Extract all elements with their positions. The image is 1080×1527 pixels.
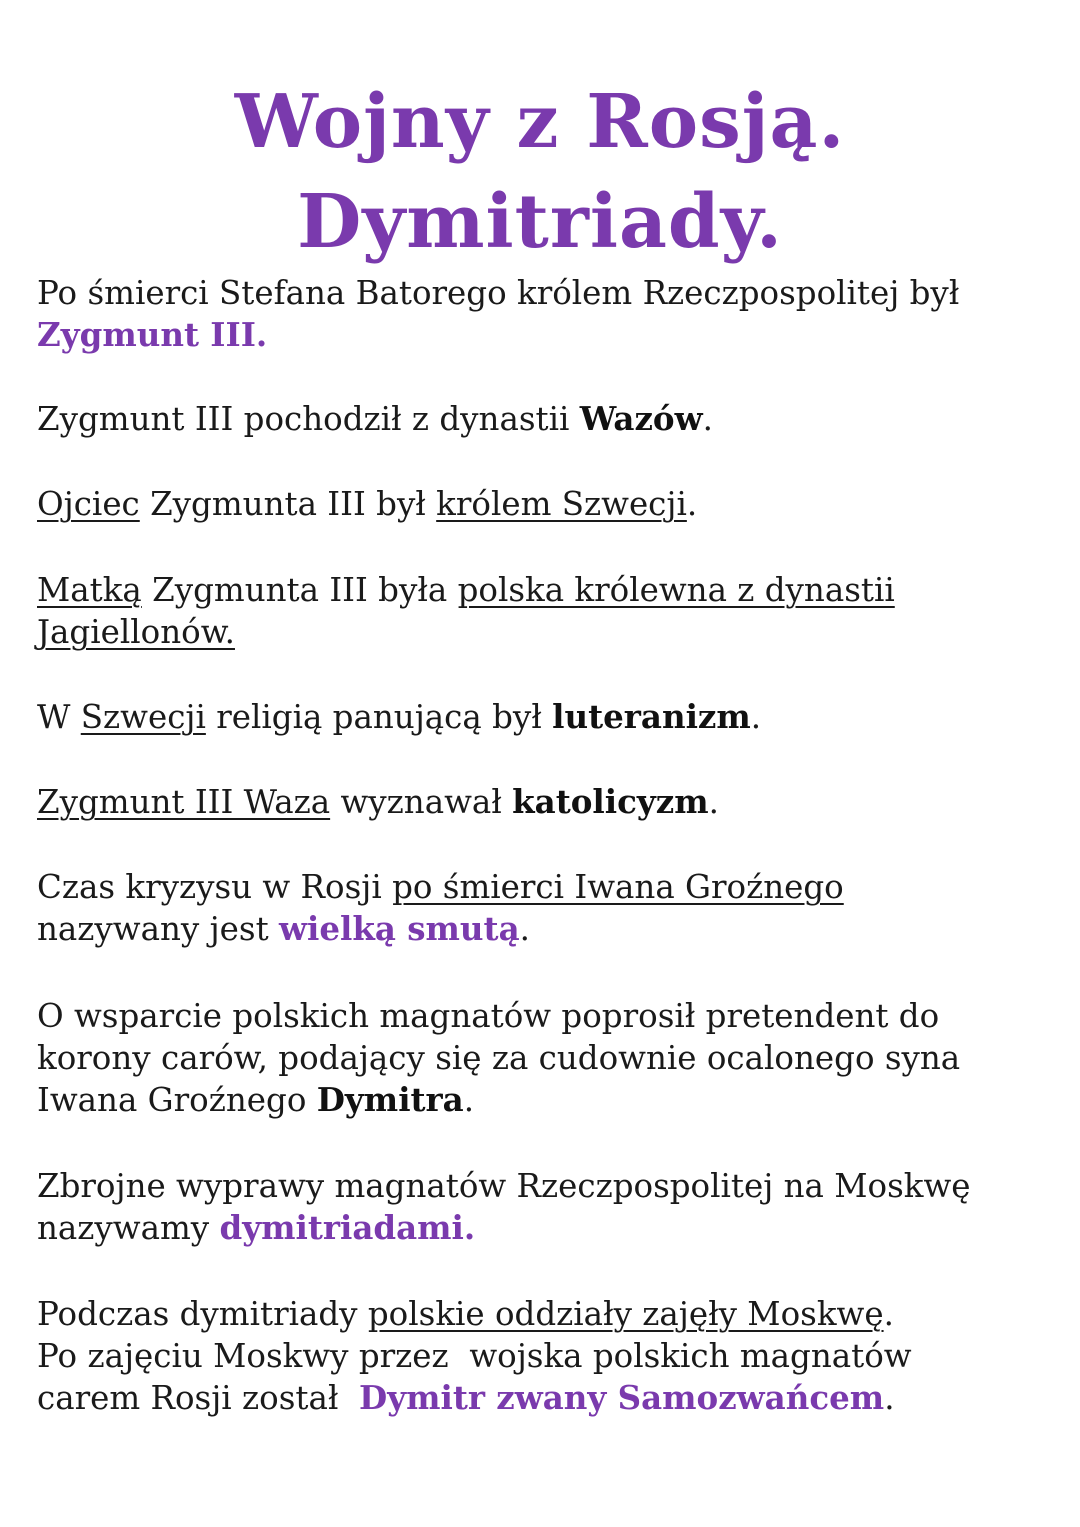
- text-span: W: [37, 698, 81, 736]
- underline-zygmunt-iii-waza: Zygmunt III Waza: [37, 783, 331, 821]
- bold-luteranizm: luteranizm: [552, 697, 751, 736]
- highlight-zygmunt-iii: Zygmunt III.: [37, 315, 268, 354]
- text-span: Zygmunt III pochodził z dynastii: [37, 400, 580, 438]
- underline-ojciec: Ojciec: [37, 485, 140, 523]
- text-span: .: [463, 1081, 475, 1119]
- highlight-dymitriadami: dymitriadami.: [219, 1208, 476, 1247]
- text-line: korony carów, podający się za cudownie ocalonego syna: [37, 1039, 961, 1077]
- paragraph-sweden-religion: [37, 696, 1047, 738]
- underline-oddzialy-zajely: polskie oddziały zajęły Moskwę: [367, 1295, 884, 1333]
- text-span: .: [686, 485, 698, 523]
- text-span: wyznawał: [330, 783, 513, 821]
- bold-dymitra: Dymitra: [316, 1080, 464, 1119]
- bold-katolicyzm: katolicyzm: [512, 782, 709, 821]
- text-span: .: [702, 400, 713, 438]
- paragraph-dynasty: [37, 398, 1047, 440]
- text-span: carem Rosji został: [37, 1379, 360, 1417]
- page-title-line-1: Wojny z Rosją.: [234, 79, 846, 165]
- paragraph-zygmunt-king: [37, 272, 1047, 356]
- underline-matka: Matką: [37, 571, 142, 609]
- text-line: O wsparcie polskich magnatów poprosił pretendent do: [37, 997, 940, 1035]
- text-span: Zygmunta III była: [141, 571, 458, 609]
- paragraph-zygmunt-religion: [37, 781, 1047, 823]
- paragraph-father: [37, 483, 1047, 525]
- text-span: nazywany jest: [37, 910, 279, 948]
- text-span: Podczas dymitriady: [37, 1295, 368, 1333]
- text-span: Zygmunta III był: [139, 485, 437, 523]
- underline-krolem-szwecji: królem Szwecji: [436, 485, 687, 523]
- paragraph-dymitr-request: [37, 995, 1047, 1121]
- underline-szwecji: Szwecji: [80, 698, 206, 736]
- text-line: Po zajęciu Moskwy przez wojska polskich magnatów: [37, 1337, 912, 1375]
- text-line: Po śmierci Stefana Batorego królem Rzeczpospolitej był: [37, 274, 960, 312]
- underline-jagiellonow: Jagiellonów.: [37, 613, 235, 651]
- text-span: .: [750, 698, 762, 736]
- bold-wazow: Wazów: [579, 399, 703, 438]
- highlight-wielka-smuta: wielką smutą: [279, 909, 520, 948]
- highlight-dymitr-samozwaniec: Dymitr zwany Samozwańcem: [359, 1378, 885, 1417]
- paragraph-moscow: [37, 1293, 1047, 1419]
- text-span: .: [519, 910, 530, 948]
- paragraph-mother: [37, 569, 1047, 653]
- paragraph-crisis: [37, 866, 1047, 950]
- page-title-line-2: Dymitriady.: [297, 179, 783, 265]
- underline-polska-krolewna: polska królewna z dynastii: [457, 571, 895, 609]
- text-line: Zbrojne wyprawy magnatów Rzeczpospolitej na Moskwę: [37, 1167, 971, 1205]
- text-span: religią panującą był: [205, 698, 553, 736]
- underline-po-smierci-iwana: po śmierci Iwana Groźnego: [392, 868, 844, 906]
- text-span: nazywamy: [37, 1209, 220, 1247]
- text-span: .: [883, 1295, 894, 1333]
- text-span: Czas kryzysu w Rosji: [37, 868, 393, 906]
- text-span: .: [884, 1379, 895, 1417]
- paragraph-dymitriady: [37, 1165, 1047, 1249]
- text-span: .: [708, 783, 719, 821]
- text-span: Iwana Groźnego: [37, 1081, 317, 1119]
